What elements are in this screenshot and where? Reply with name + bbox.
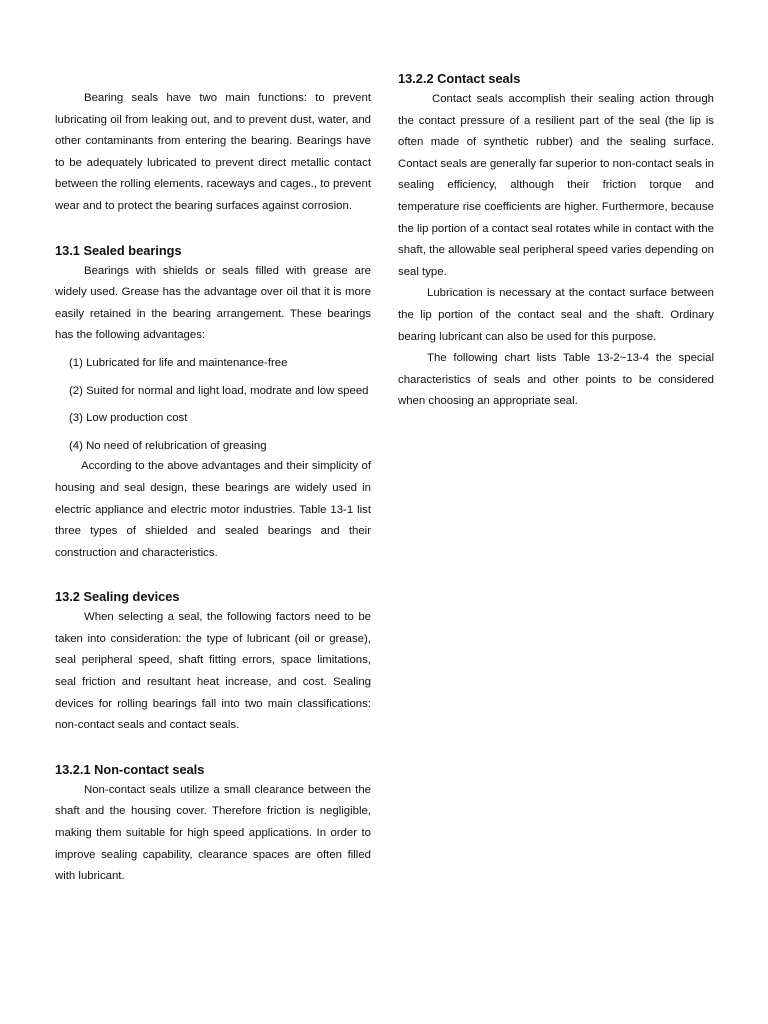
heading-sealed-bearings: 13.1 Sealed bearings <box>55 242 182 258</box>
list-item: (2) Suited for normal and light load, modrate and low speed <box>69 384 369 397</box>
list-item: (4) No need of relubrication of greasing <box>69 439 267 452</box>
contact-seals-paragraph-3: The following chart lists Table 13-2~13-4 the special characteristics of seals and other points to be considered when choosing an appropriate seal. <box>398 352 714 408</box>
heading-contact-seals: 13.2.2 Contact seals <box>398 71 521 86</box>
list-item: (3) Low production cost <box>69 412 188 425</box>
contact-seals-paragraph-2: Lubrication is necessary at the contact surface between the lip portion of the contact seal and the shaft. Ordinary bearing lubricant can also be used for this purpose. <box>398 287 714 343</box>
sealing-devices-paragraph: When selecting a seal, the following factors need to be taken into consideration: the type of lubricant (oil or grease), seal peripheral speed, shaft fitting errors, space limitations, seal friction and resultant heat increase, and cost. Sealing devices for rolling bearings fall into two main classifications: non-contact seals and contact seals. <box>55 611 371 732</box>
heading-sealing-devices: 13.2 Sealing devices <box>55 589 180 605</box>
right-column <box>398 0 714 413</box>
non-contact-seals-paragraph: Non-contact seals utilize a small clearance between the shaft and the housing cover. Therefore friction is negligible, making them suitable for high speed applications. In order to improve sealing capability, clearance spaces are often filled with lubricant. <box>55 783 371 883</box>
sealed-bearings-paragraph: Bearings with shields or seals filled with grease are widely used. Grease has the advantage over oil that it is more easily retained in the bearing arrangement. These bearings has the following advantages: <box>55 264 371 342</box>
heading-non-contact-seals: 13.2.1 Non-contact seals <box>55 761 205 777</box>
left-column <box>55 0 371 888</box>
contact-seals-paragraph-1: Contact seals accomplish their sealing action through the contact pressure of a resilient part of the seal (the lip is often made of synthetic rubber) and the sealing surface. Contact seals are generally far superior to non-contact seals in sealing efficiency, although their friction torque and temperature rise coefficients are higher. Furthermore, because the lip portion of a contact seal rotates while in contact with the shaft, the allowable seal peripheral speed varies depending on seal type. <box>398 93 714 278</box>
sealed-bearings-paragraph-2: According to the above advantages and their simplicity of housing and seal design, these bearings are widely used in electric appliance and electric motor industries. Table 13-1 list three types of shielded and sealed bearings and their construction and characteristics. <box>55 460 371 559</box>
intro-paragraph: Bearing seals have two main functions: to prevent lubricating oil from leaking out, and to prevent dust, water, and other contaminants from entering the bearing. Bearings have to be adequately lubricated to prevent direct metallic contact between the rolling elements, raceways and cages., to prevent wear and to protect the bearing surfaces against corrosion. <box>55 92 371 212</box>
list-item: (1) Lubricated for life and maintenance-free <box>69 356 288 369</box>
advantages-list <box>55 353 371 457</box>
